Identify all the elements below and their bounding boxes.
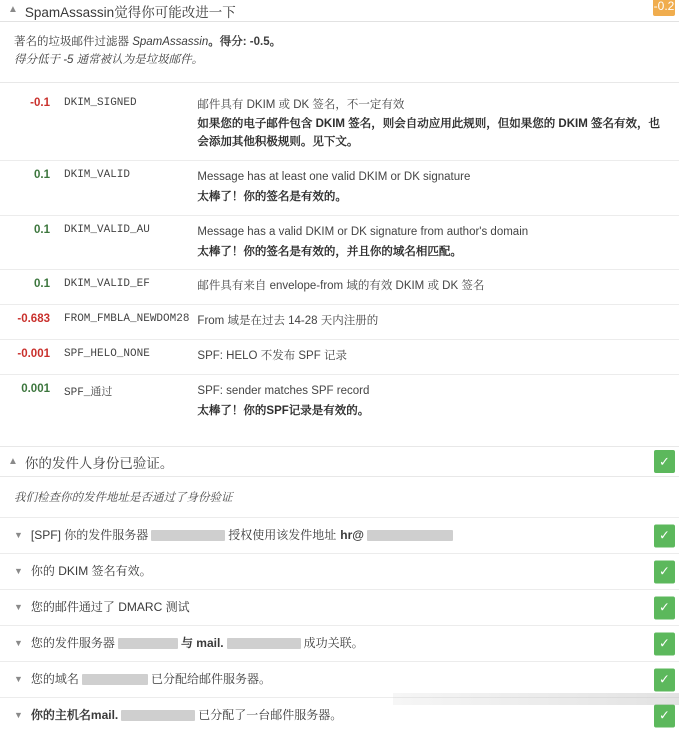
row-middle: 与 mail. bbox=[180, 636, 224, 651]
status-badge: ✓ bbox=[654, 450, 675, 473]
row-content bbox=[31, 563, 152, 580]
list-item[interactable] bbox=[0, 625, 679, 661]
sender-identity-subtitle: 我们检查你的发件地址是否通过了身份验证 bbox=[14, 492, 233, 505]
rule-description bbox=[193, 270, 679, 305]
rule-desc-main: SPF: HELO 不发布 SPF 记录 bbox=[197, 349, 347, 362]
rule-name: DKIM_VALID bbox=[60, 161, 193, 216]
rule-desc-main: Message has a valid DKIM or DK signature from author's domain bbox=[197, 225, 529, 238]
rule-desc-main: Message has at least one valid DKIM or DK signature bbox=[197, 171, 471, 184]
rule-name: DKIM_VALID_AU bbox=[60, 215, 193, 270]
row-prefix: 你的主机名mail. bbox=[30, 708, 119, 723]
rule-score: -0.1 bbox=[0, 89, 60, 161]
row-prefix: [SPF] 你的发件服务器 bbox=[30, 528, 149, 543]
row-content bbox=[31, 707, 342, 724]
chevron-down-icon: ▼ bbox=[14, 638, 23, 649]
row-content bbox=[31, 599, 190, 616]
intro-filter-name: SpamAssassin bbox=[132, 36, 209, 48]
rule-score: 0.1 bbox=[0, 215, 60, 270]
spamassassin-intro-line1 bbox=[14, 34, 665, 52]
rule-name: SPF_通过 bbox=[64, 386, 113, 399]
rule-desc-note: 太棒了！你的SPF记录是有效的。 bbox=[197, 404, 370, 417]
table-row bbox=[0, 270, 679, 305]
rule-score: -0.001 bbox=[0, 339, 60, 374]
row-prefix: 您的发件服务器 bbox=[30, 636, 115, 651]
list-item[interactable] bbox=[0, 661, 679, 697]
rule-score: 0.1 bbox=[0, 270, 60, 305]
table-row bbox=[0, 161, 679, 216]
rule-desc-main: 邮件具有来自 envelope-from 域的有效 DKIM 或 DK 签名 bbox=[197, 280, 485, 293]
chevron-up-icon: ▲ bbox=[8, 455, 18, 467]
spamassassin-score-badge: -0.2 bbox=[653, 0, 675, 16]
rule-description bbox=[193, 305, 679, 340]
sender-identity-panel-header[interactable] bbox=[0, 447, 679, 477]
intro-text-post: 。得分: -0.5。 bbox=[208, 36, 282, 48]
table-row bbox=[0, 89, 679, 161]
rule-desc-note: 如果您的电子邮件包含 DKIM 签名，则会自动应用此规则，但如果您的 DKIM 签名有效，也会添加其他积极规则。见下文。 bbox=[197, 118, 660, 149]
list-item[interactable] bbox=[0, 517, 679, 553]
chevron-down-icon: ▼ bbox=[14, 602, 23, 613]
chevron-down-icon: ▼ bbox=[14, 674, 23, 685]
row-suffix: hr@ bbox=[340, 528, 364, 543]
panel-separator bbox=[0, 428, 679, 447]
rule-name: FROM_FMBLA_NEWDOM28 bbox=[60, 305, 193, 340]
sender-identity-title: 你的发件人身份已验证。 bbox=[24, 455, 174, 471]
chevron-down-icon: ▼ bbox=[14, 530, 23, 541]
rule-name: SPF_HELO_NONE bbox=[60, 339, 193, 374]
chevron-up-icon: ▲ bbox=[8, 3, 18, 15]
chevron-down-icon: ▼ bbox=[14, 566, 23, 577]
row-content bbox=[31, 527, 456, 544]
rule-score: -0.683 bbox=[0, 305, 60, 340]
row-content bbox=[31, 635, 364, 652]
rule-description bbox=[193, 161, 679, 216]
rule-score: 0.1 bbox=[0, 161, 60, 216]
row-prefix: 你的 DKIM 签名有效。 bbox=[30, 564, 152, 579]
rule-name: DKIM_SIGNED bbox=[60, 89, 193, 161]
rule-desc-main: From 域是在过去 14-28 天内注册的 bbox=[197, 315, 379, 328]
table-row bbox=[0, 374, 679, 428]
list-item[interactable] bbox=[0, 589, 679, 625]
status-badge: ✓ bbox=[654, 524, 675, 547]
rule-desc-main: SPF: sender matches SPF record bbox=[197, 384, 370, 397]
rule-description bbox=[193, 374, 679, 428]
row-prefix: 您的邮件通过了 DMARC 测试 bbox=[30, 600, 190, 615]
status-badge: ✓ bbox=[654, 596, 675, 619]
redacted-value bbox=[121, 710, 195, 721]
spamassassin-intro bbox=[0, 22, 679, 80]
row-middle: 已分配给邮件服务器。 bbox=[150, 672, 271, 687]
redacted-value bbox=[82, 674, 148, 685]
redacted-value bbox=[151, 530, 225, 541]
row-prefix: 您的域名 bbox=[30, 672, 79, 687]
table-row bbox=[0, 215, 679, 270]
status-badge: ✓ bbox=[654, 704, 675, 727]
rule-name: DKIM_VALID_EF bbox=[60, 270, 193, 305]
chevron-down-icon: ▼ bbox=[14, 710, 23, 721]
rule-description bbox=[193, 215, 679, 270]
spamassassin-intro-line2: 得分低于 -5 通常被认为是垃圾邮件。 bbox=[14, 53, 204, 66]
table-row bbox=[0, 305, 679, 340]
redacted-value bbox=[367, 530, 453, 541]
row-middle: 授权使用该发件地址 bbox=[228, 528, 337, 543]
rule-description bbox=[193, 339, 679, 374]
status-badge: ✓ bbox=[654, 632, 675, 655]
list-item[interactable] bbox=[0, 553, 679, 589]
row-middle: 已分配了一台邮件服务器。 bbox=[198, 708, 343, 723]
divider bbox=[0, 82, 679, 83]
status-badge: ✓ bbox=[654, 668, 675, 691]
status-badge: ✓ bbox=[654, 560, 675, 583]
intro-text-pre: 著名的垃圾邮件过滤器 bbox=[14, 36, 133, 48]
row-content bbox=[31, 671, 271, 688]
list-item[interactable] bbox=[0, 697, 679, 733]
spamassassin-panel-header[interactable] bbox=[0, 0, 679, 22]
rule-score: 0.001 bbox=[21, 382, 50, 395]
rule-desc-main: 邮件具有 DKIM 或 DK 签名，不一定有效 bbox=[197, 98, 405, 111]
rule-desc-note: 太棒了！你的签名是有效的，并且你的域名相匹配。 bbox=[197, 245, 462, 258]
spamassassin-rules-table bbox=[0, 89, 679, 429]
table-row bbox=[0, 339, 679, 374]
redacted-value bbox=[118, 638, 178, 649]
spamassassin-title: SpamAssassin觉得你可能改进一下 bbox=[24, 4, 236, 20]
rule-desc-note: 太棒了！你的签名是有效的。 bbox=[197, 190, 347, 203]
row-suffix: 成功关联。 bbox=[303, 636, 364, 651]
rule-description bbox=[193, 89, 679, 161]
redacted-value bbox=[227, 638, 301, 649]
